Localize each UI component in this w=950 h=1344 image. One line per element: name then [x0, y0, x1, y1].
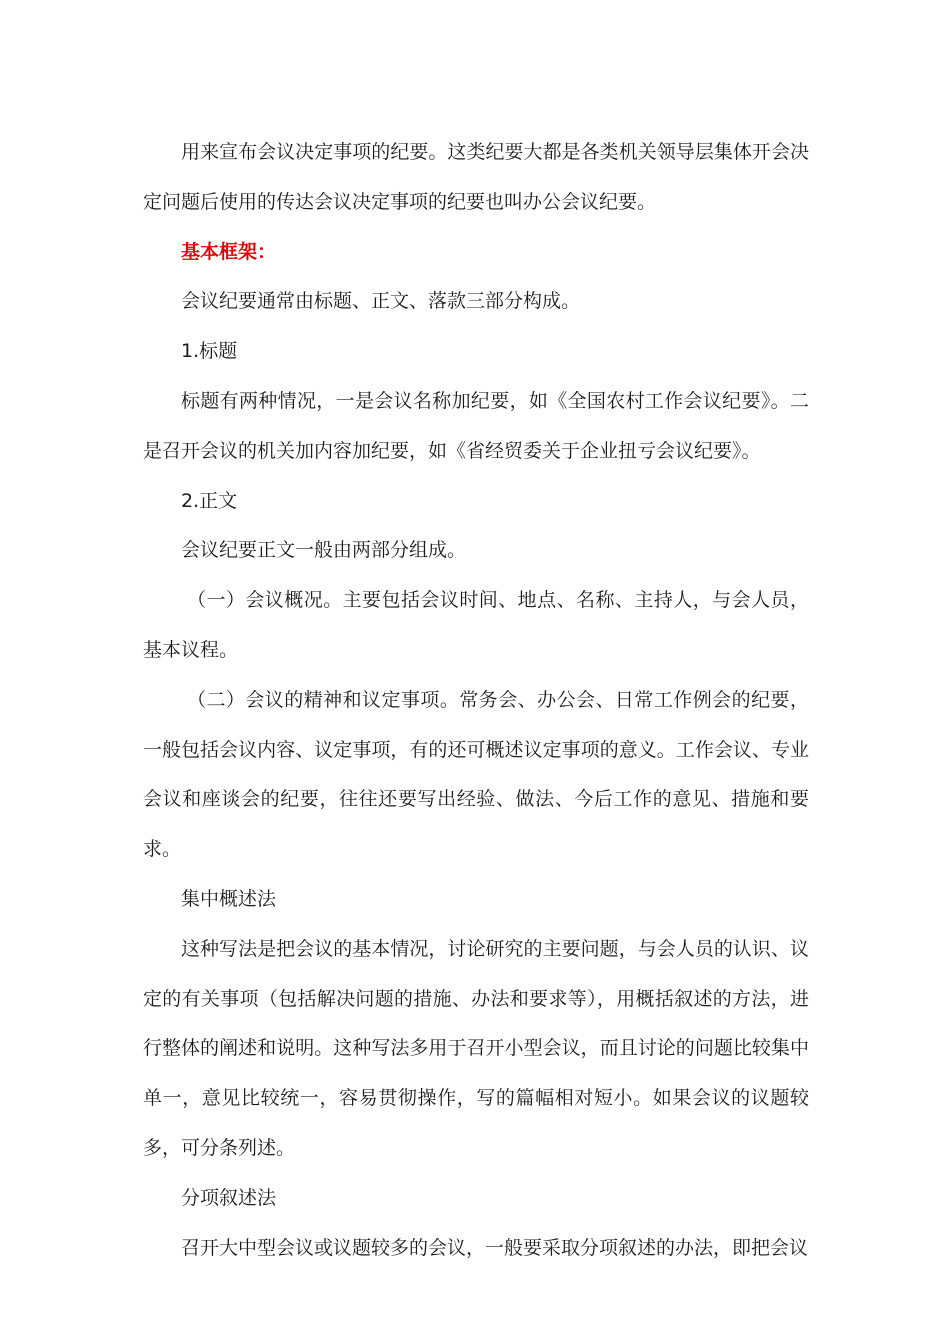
section-body-heading: 2.正文 — [181, 489, 238, 512]
paragraph-body-desc: 会议纪要正文一般由两部分组成。 — [181, 539, 467, 562]
paragraph-decisions: （二）会议的精神和议定事项。常务会、办公会、日常工作例会的纪要，一般包括会议内容、议定事项，有的还可概述议定事项的意义。工作会议、专业会议和座谈会的纪要，往往还要写出经验、做法、今后工作的意见、措施和要求。 — [143, 688, 809, 861]
document-page — [143, 128, 809, 1273]
paragraph-itemized-desc: 召开大中型会议或议题较多的会议，一般要采取分项叙述的办法，即把会议 — [181, 1236, 809, 1259]
heading-basic-framework: 基本框架： — [181, 240, 277, 263]
paragraph-concentrated-desc: 这种写法是把会议的基本情况，讨论研究的主要问题，与会人员的认识、议定的有关事项（包括解决问题的措施、办法和要求等），用概括叙述的方法，进行整体的阐述和说明。这种写法多用于召开小型会议，而且讨论的问题比较集中单一，意见比较统一，容易贯彻操作，写的篇幅相对短小。如果会议的议题较多，可分条列述。 — [143, 937, 809, 1159]
paragraph-structure: 会议纪要通常由标题、正文、落款三部分构成。 — [181, 290, 581, 313]
paragraph-intro: 用来宣布会议决定事项的纪要。这类纪要大都是各类机关领导层集体开会决定问题后使用的传达会议决定事项的纪要也叫办公会议纪要。 — [143, 141, 809, 213]
section-title-heading: 1.标题 — [181, 340, 238, 363]
paragraph-overview: （一）会议概况。主要包括会议时间、地点、名称、主持人，与会人员，基本议程。 — [143, 589, 809, 661]
section-concentrated-method: 集中概述法 — [181, 887, 277, 910]
paragraph-title-desc: 标题有两种情况，一是会议名称加纪要，如《全国农村工作会议纪要》。二是召开会议的机关加内容加纪要，如《省经贸委关于企业扭亏会议纪要》。 — [143, 389, 809, 462]
section-itemized-method: 分项叙述法 — [181, 1186, 277, 1209]
